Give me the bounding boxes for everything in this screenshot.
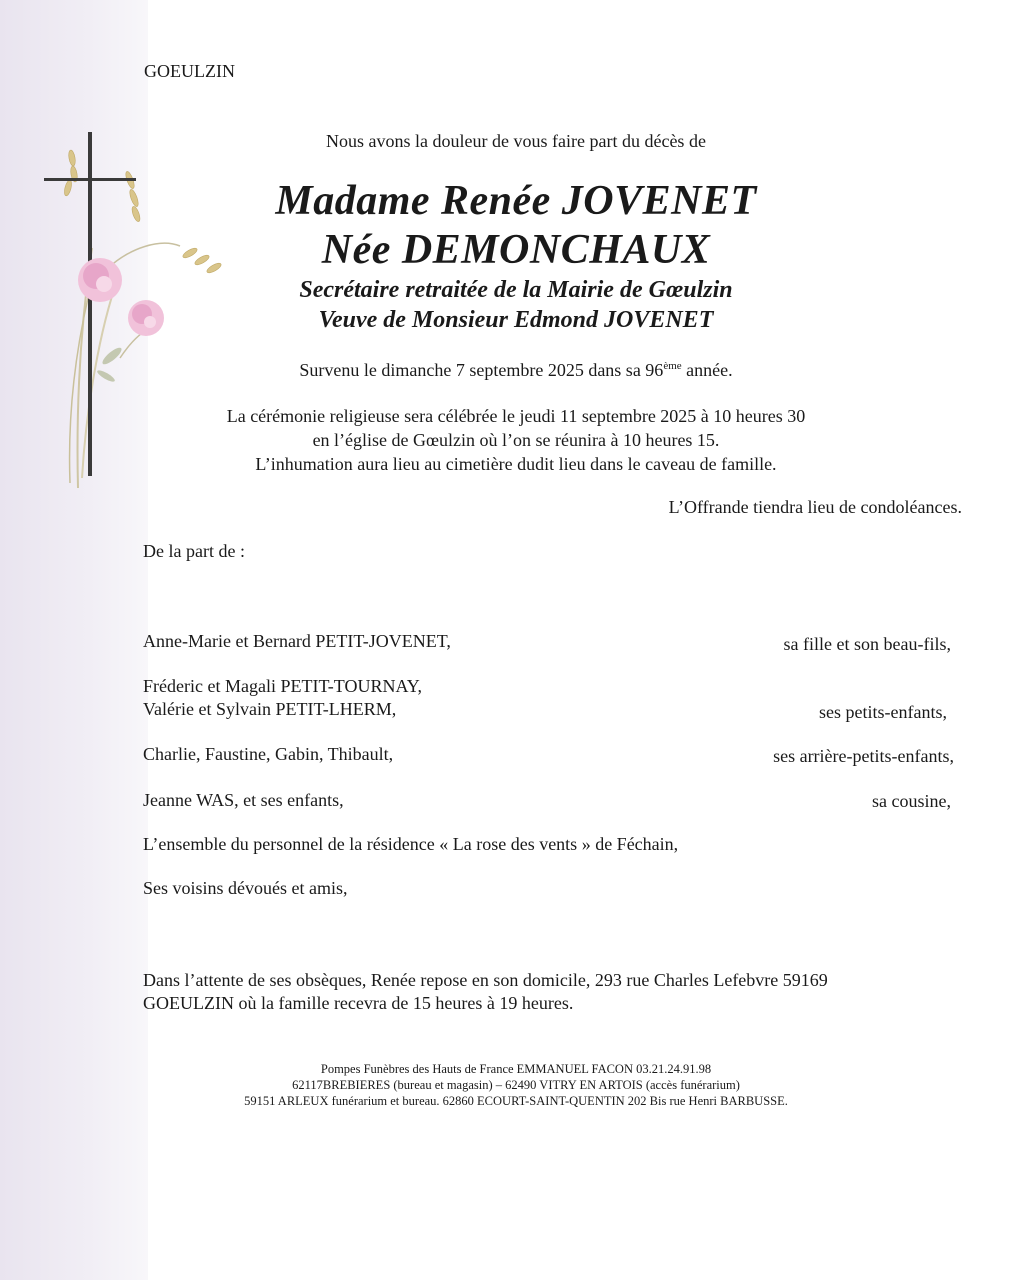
ceremony-line-1: La cérémonie religieuse sera célébrée le jeudi 11 septembre 2025 à 10 heures 30: [226, 406, 806, 426]
offering-note: L’Offrande tiendra lieu de condoléances.: [668, 497, 962, 517]
town-header: GOEULZIN: [144, 61, 235, 81]
death-date-line: Survenu le dimanche 7 septembre 2025 dans sa 96ème année.: [299, 360, 733, 380]
ceremony-line-2: en l’église de Gœulzin où l’on se réunira à 10 heures 15.: [312, 430, 720, 450]
family-intro: De la part de :: [143, 541, 245, 561]
funeral-home-line-1: Pompes Funèbres des Hauts de France EMMANUEL FACON 03.21.24.91.98: [320, 1062, 712, 1076]
occupation-line: Secrétaire retraitée de la Mairie de Gœulzin: [299, 277, 733, 303]
maiden-name: Née DEMONCHAUX: [321, 227, 711, 273]
family-relation-4: ses arrière-petits-enfants,: [773, 746, 954, 766]
family-relation-5: sa cousine,: [872, 791, 951, 811]
intro-text: Nous avons la douleur de vous faire part du décès de: [326, 131, 706, 151]
family-names-2: Fréderic et Magali PETIT-TOURNAY,: [143, 676, 422, 696]
funeral-home-line-3: 59151 ARLEUX funérarium et bureau. 62860 ECOURT-SAINT-QUENTIN 202 Bis rue Henri BARBUSSE.: [244, 1094, 788, 1108]
ceremony-line-3: L’inhumation aura lieu au cimetière dudit lieu dans le caveau de famille.: [255, 454, 777, 474]
family-relation-1: sa fille et son beau-fils,: [783, 634, 951, 654]
visitation-line-1: Dans l’attente de ses obsèques, Renée repose en son domicile, 293 rue Charles Lefebvre 59169: [143, 970, 828, 990]
family-names-6: L’ensemble du personnel de la résidence « La rose des vents » de Féchain,: [143, 834, 679, 854]
widow-line: Veuve de Monsieur Edmond JOVENET: [318, 307, 714, 333]
family-names-3: Valérie et Sylvain PETIT-LHERM,: [143, 699, 397, 719]
funeral-home-line-2: 62117BREBIERES (bureau et magasin) – 62490 VITRY EN ARTOIS (accès funérarium): [292, 1078, 740, 1092]
family-names-4: Charlie, Faustine, Gabin, Thibault,: [143, 744, 394, 764]
family-names-5: Jeanne WAS, et ses enfants,: [143, 790, 344, 810]
family-names-1: Anne-Marie et Bernard PETIT-JOVENET,: [143, 631, 451, 651]
family-names-7: Ses voisins dévoués et amis,: [143, 878, 348, 898]
deceased-name: Madame Renée JOVENET: [275, 178, 757, 224]
visitation-line-2: GOEULZIN où la famille recevra de 15 heures à 19 heures.: [143, 993, 574, 1013]
family-relation-3: ses petits-enfants,: [819, 702, 947, 722]
